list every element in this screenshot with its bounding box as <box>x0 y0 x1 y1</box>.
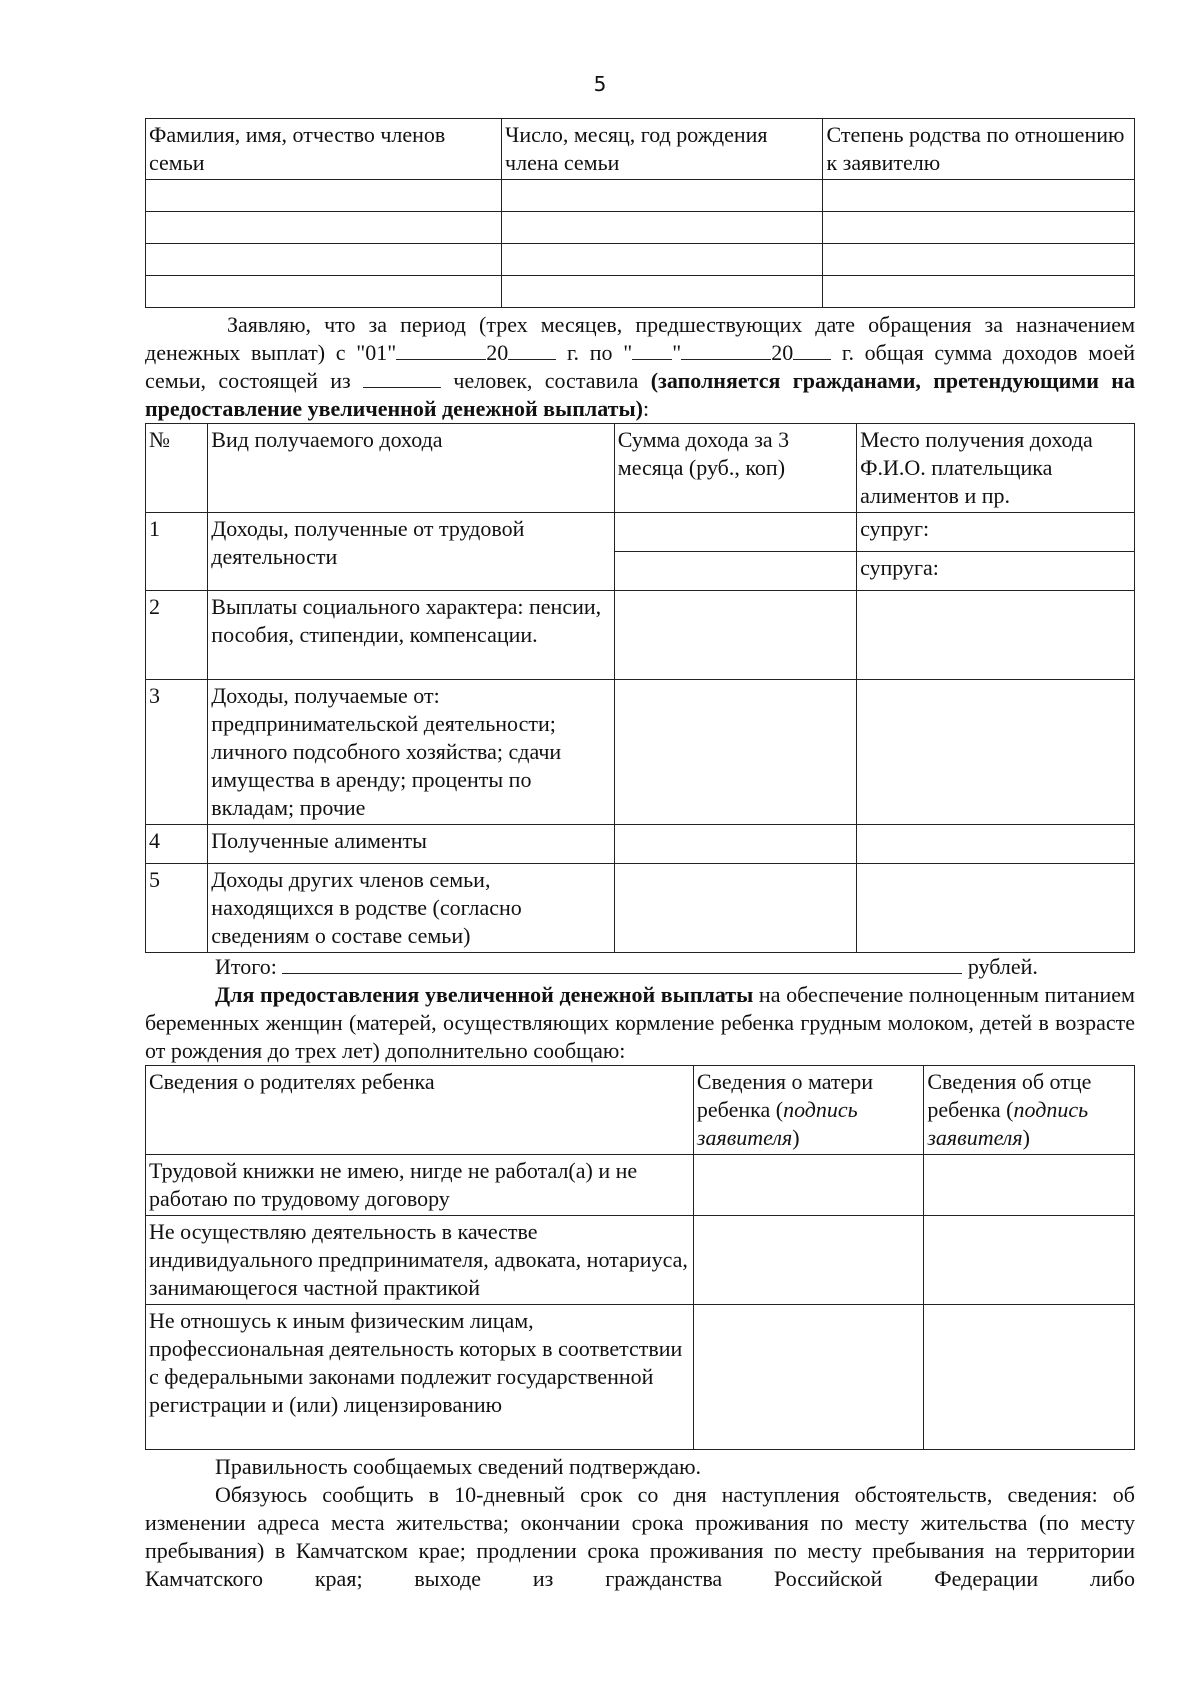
total-amount-blank[interactable] <box>282 953 962 974</box>
income-type: Доходы, полученные от трудовой деятельности <box>208 513 614 591</box>
birthdate-field[interactable] <box>502 276 823 308</box>
mother-signature-field[interactable] <box>693 1155 923 1216</box>
income-sum-field[interactable] <box>614 552 856 591</box>
income-sum-field[interactable] <box>614 864 856 953</box>
header-number: № <box>146 424 208 513</box>
period-start-year-blank[interactable] <box>508 339 556 360</box>
fio-field[interactable] <box>146 180 502 212</box>
income-table <box>145 423 1135 953</box>
fio-field[interactable] <box>146 212 502 244</box>
table-row <box>146 1216 1135 1305</box>
income-place-field[interactable] <box>857 825 1135 864</box>
income-type: Доходы других членов семьи, находящихся в родстве (согласно сведениям о составе семьи) <box>208 864 614 953</box>
table-row <box>146 864 1135 953</box>
header-birthdate: Число, месяц, год рождения члена семьи <box>502 119 823 180</box>
additional-info-bold: Для предоставления увеличенной денежной выплаты <box>215 982 754 1007</box>
income-sum-field[interactable] <box>614 513 856 552</box>
period-end-month-blank[interactable] <box>681 339 771 360</box>
statement-note: (заполняется гражданами, претендующими на предоставление увеличенной денежной выплаты) <box>145 368 1135 421</box>
obligation-text: Обязуюсь сообщить в 10-дневный срок со дня наступления обстоятельств, сведения: об изменении адреса места жительства; окончании срока проживания по месту жительства (по месту пребывания) в Камчатском крае; продлении срока проживания по месту пребывания на территории Камчатского края; выходе из гражданства Российской Федерации либо <box>145 1482 1135 1591</box>
income-type: Полученные алименты <box>208 825 614 864</box>
income-type: Выплаты социального характера: пенсии, пособия, стипендии, компенсации. <box>208 591 614 680</box>
relation-field[interactable] <box>823 180 1135 212</box>
income-sum-field[interactable] <box>614 680 856 825</box>
fio-field[interactable] <box>146 244 502 276</box>
table-row <box>146 180 1135 212</box>
table-row <box>146 276 1135 308</box>
family-size-blank[interactable] <box>363 367 441 388</box>
page-number: 5 <box>593 72 607 96</box>
income-type: Доходы, получаемые от: предпринимательской деятельности; личного подсобного хозяйства; сдачи имущества в аренду; проценты по вкладам; прочие <box>208 680 614 825</box>
row-number: 3 <box>146 680 208 825</box>
row-number: 5 <box>146 864 208 953</box>
total-line <box>145 953 1135 981</box>
family-members-table <box>145 118 1135 308</box>
total-label: Итого: <box>215 954 277 979</box>
relation-field[interactable] <box>823 244 1135 276</box>
mother-signature-field[interactable] <box>693 1305 923 1450</box>
income-place-field[interactable] <box>857 864 1135 953</box>
income-place-field[interactable] <box>857 680 1135 825</box>
row-number: 4 <box>146 825 208 864</box>
header-relation: Степень родства по отношению к заявителю <box>823 119 1135 180</box>
header-income-type: Вид получаемого дохода <box>208 424 614 513</box>
table-row <box>146 1155 1135 1216</box>
table-row <box>146 212 1135 244</box>
document-body <box>145 118 1135 1593</box>
table-header-row <box>146 424 1135 513</box>
period-start-blank[interactable] <box>396 339 486 360</box>
table-row <box>146 825 1135 864</box>
father-signature-field[interactable] <box>924 1305 1135 1450</box>
income-statement: Заявляю, что за период (трех месяцев, предшествующих дате обращения за назначением денежных выплат) с "01" 20 г. по " " 20 г. общая сумма доходов моей семьи, состоящей из человек, составила (заполняется гражданами, претендующими на предоставление увеличенной денежной выплаты): <box>145 312 1136 421</box>
row-number: 2 <box>146 591 208 680</box>
birthdate-field[interactable] <box>502 212 823 244</box>
confirmation-text: Правильность сообщаемых сведений подтверждаю. <box>215 1454 702 1479</box>
table-header-row <box>146 1066 1135 1155</box>
header-income-sum: Сумма дохода за 3 месяца (руб., коп) <box>614 424 856 513</box>
father-signature-field[interactable] <box>924 1216 1135 1305</box>
relation-field[interactable] <box>823 212 1135 244</box>
relation-field[interactable] <box>823 276 1135 308</box>
parents-statement: Не отношусь к иным физическим лицам, профессиональная деятельность которых в соответствии с федеральными законами подлежит государственной регистрации и (или) лицензированию <box>146 1305 694 1450</box>
header-parents-info: Сведения о родителях ребенка <box>146 1066 694 1155</box>
header-father-info: Сведения об отце ребенка (подпись заявителя) <box>924 1066 1135 1155</box>
mother-signature-field[interactable] <box>693 1216 923 1305</box>
table-row <box>146 680 1135 825</box>
parents-info-table <box>145 1065 1135 1450</box>
table-row <box>146 244 1135 276</box>
period-end-day-blank[interactable] <box>632 339 672 360</box>
additional-info-paragraph: Для предоставления увеличенной денежной выплаты на обеспечение полноценным питанием беременных женщин (матерей, осуществляющих кормление ребенка грудным молоком, детей в возрасте от рождения до трех лет) дополнительно сообщаю: <box>145 982 1135 1063</box>
period-end-year-blank[interactable] <box>793 339 831 360</box>
header-income-place: Место получения дохода Ф.И.О. плательщика алиментов и пр. <box>857 424 1135 513</box>
birthdate-field[interactable] <box>502 244 823 276</box>
income-sum-field[interactable] <box>614 591 856 680</box>
father-signature-field[interactable] <box>924 1155 1135 1216</box>
parents-statement: Не осуществляю деятельность в качестве индивидуального предпринимателя, адвоката, нотариуса, занимающегося частной практикой <box>146 1216 694 1305</box>
income-place-spouse-wife[interactable]: супруга: <box>857 552 1135 591</box>
income-sum-field[interactable] <box>614 825 856 864</box>
header-fio: Фамилия, имя, отчество членов семьи <box>146 119 502 180</box>
table-row <box>146 1305 1135 1450</box>
table-row <box>146 591 1135 680</box>
birthdate-field[interactable] <box>502 180 823 212</box>
row-number: 1 <box>146 513 208 591</box>
total-unit: рублей. <box>967 954 1038 979</box>
table-header-row <box>146 119 1135 180</box>
income-place-spouse-husband[interactable]: супруг: <box>857 513 1135 552</box>
income-place-field[interactable] <box>857 591 1135 680</box>
parents-statement: Трудовой книжки не имею, нигде не работал(а) и не работаю по трудовому договору <box>146 1155 694 1216</box>
fio-field[interactable] <box>146 276 502 308</box>
table-row <box>146 513 1135 552</box>
header-mother-info: Сведения о матери ребенка (подпись заявителя) <box>693 1066 923 1155</box>
